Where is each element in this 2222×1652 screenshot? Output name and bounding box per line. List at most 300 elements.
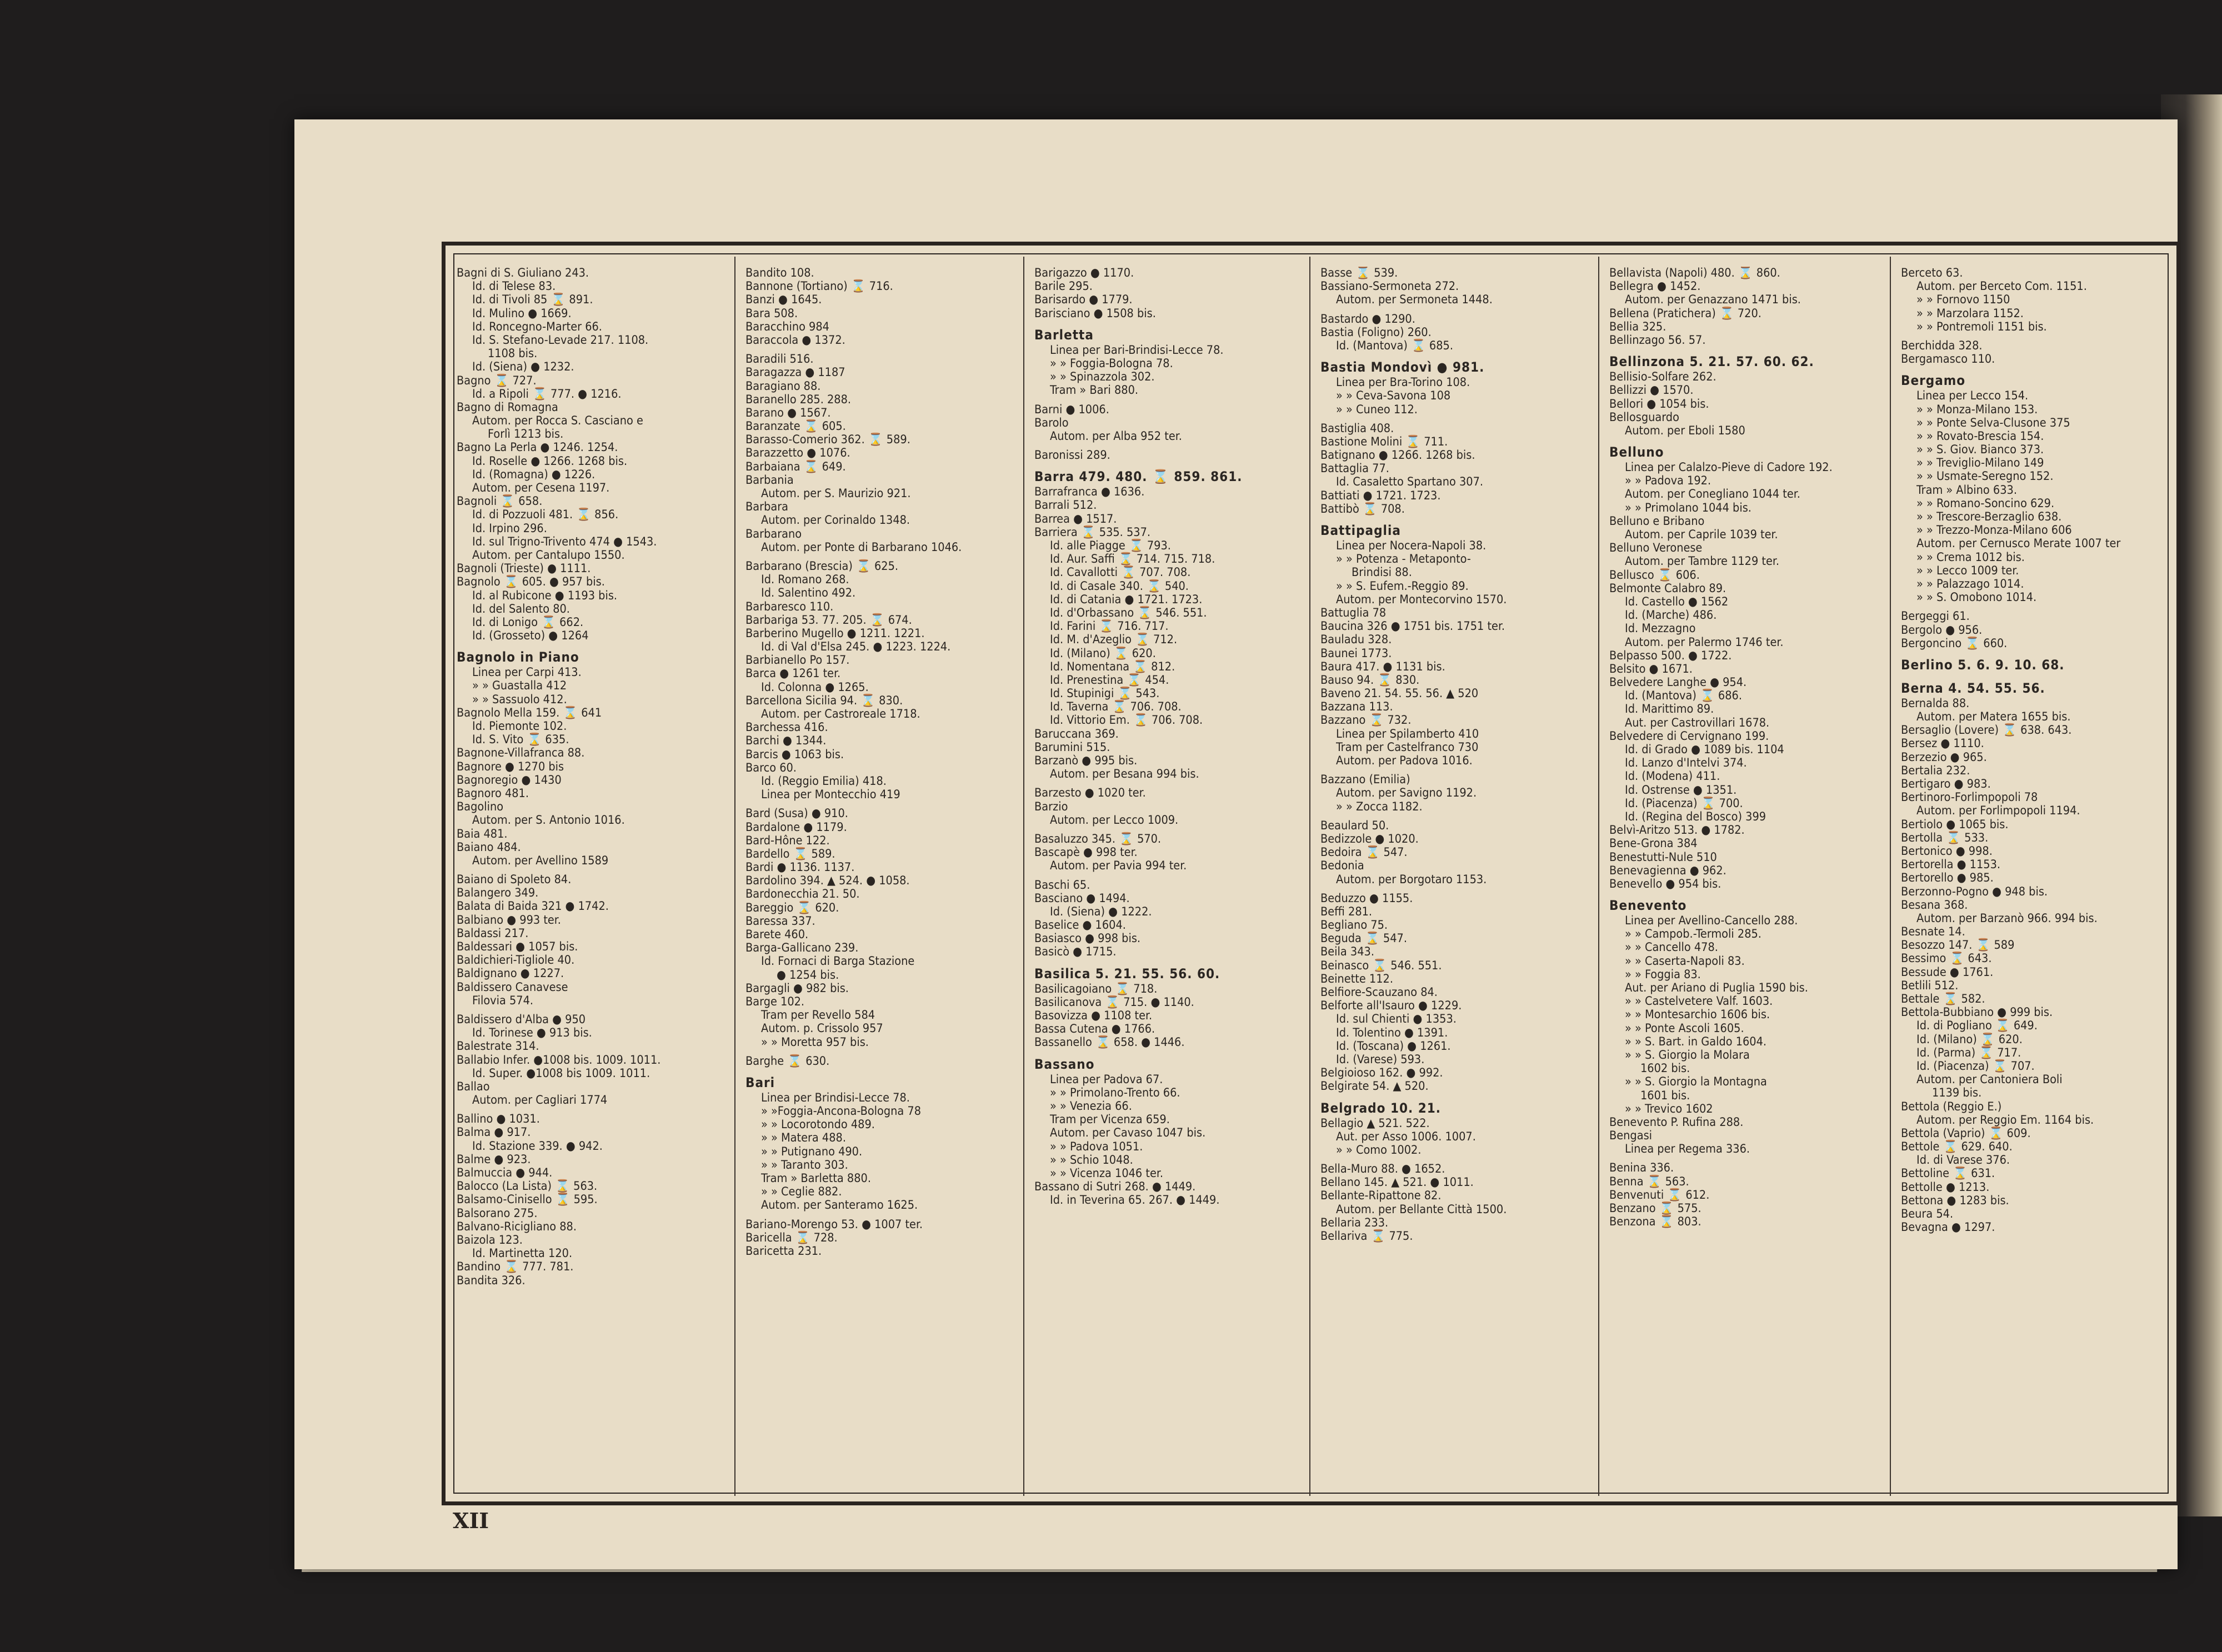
- index-entry: Id. Salentino 492.: [761, 586, 856, 600]
- index-entry: Bardalone ● 1179.: [745, 820, 847, 834]
- index-entry: Tram per Revello 584: [761, 1008, 875, 1023]
- index-entry: Bertorella ● 1153.: [1901, 858, 2001, 872]
- index-entry: Basilicagoiano ⌛ 718.: [1034, 982, 1158, 996]
- index-entry: Id. Stazione 339. ● 942.: [472, 1139, 603, 1153]
- index-entry: Tram per Vicenza 659.: [1050, 1113, 1170, 1127]
- index-entry: Baragazza ● 1187: [745, 366, 845, 380]
- index-entry: Autom. per Borgotaro 1153.: [1336, 872, 1487, 887]
- index-heading: Bastia Mondovì ● 981.: [1320, 359, 1485, 376]
- index-entry: » » Foggia 83.: [1625, 967, 1701, 982]
- index-entry: Basicò ● 1715.: [1034, 945, 1117, 959]
- index-entry: Belforte all'Isauro ● 1229.: [1320, 999, 1462, 1013]
- index-entry: Beinasco ⌛ 546. 551.: [1320, 958, 1442, 973]
- index-entry: Barzesto ● 1020 ter.: [1034, 786, 1146, 800]
- index-entry: » »Foggia-Ancona-Bologna 78: [761, 1104, 922, 1119]
- index-entry: Bella-Muro 88. ● 1652.: [1320, 1162, 1445, 1177]
- index-entry: Ballao: [457, 1079, 490, 1094]
- index-entry: Baraccola ● 1372.: [745, 333, 845, 347]
- index-entry: » » S. Eufem.-Reggio 89.: [1336, 579, 1469, 593]
- index-entry: Id. Fornaci di Barga Stazione: [761, 954, 915, 969]
- index-entry: Beinette 112.: [1320, 972, 1393, 986]
- index-entry: » » Crema 1012 bis.: [1916, 550, 2025, 564]
- index-entry: Autom. per Conegliano 1044 ter.: [1625, 487, 1800, 502]
- index-entry: Belluno e Bribano: [1609, 514, 1705, 528]
- index-entry: Battaglia 77.: [1320, 462, 1389, 476]
- index-entry: Benzona ⌛ 803.: [1609, 1215, 1701, 1229]
- index-entry: » » S. Bart. in Galdo 1604.: [1625, 1034, 1767, 1049]
- index-entry: Id. sul Trigno-Trivento 474 ● 1543.: [472, 534, 657, 549]
- index-entry: Belgirate 54. ▲ 520.: [1320, 1079, 1429, 1094]
- index-entry: Ballino ● 1031.: [457, 1112, 540, 1127]
- index-entry: Id. in Teverina 65. 267. ● 1449.: [1050, 1193, 1220, 1208]
- index-entry: Battibò ⌛ 708.: [1320, 502, 1405, 516]
- index-entry: Autom. per Pavia 994 ter.: [1050, 859, 1187, 873]
- index-entry: Bariano-Morengo 53. ● 1007 ter.: [745, 1217, 923, 1232]
- index-entry: Bassano di Sutri 268. ● 1449.: [1034, 1180, 1196, 1194]
- index-entry: Bagolino: [457, 800, 504, 814]
- index-entry: Autom. per Montecorvino 1570.: [1336, 592, 1507, 607]
- index-entry: Barisciano ● 1508 bis.: [1034, 306, 1156, 321]
- index-entry: Id. (Parma) ⌛ 717.: [1916, 1045, 2021, 1060]
- index-entry: Bellano 145. ▲ 521. ● 1011.: [1320, 1175, 1474, 1190]
- index-entry: Baldignano ● 1227.: [457, 967, 564, 981]
- index-entry: Id. di Lonigo ⌛ 662.: [472, 615, 584, 629]
- index-entry: » » Venezia 66.: [1050, 1099, 1132, 1113]
- index-entry: Bettola (Reggio E.): [1901, 1099, 2002, 1114]
- index-entry: Id. Romano 268.: [761, 573, 849, 587]
- index-entry: Barolo: [1034, 415, 1069, 430]
- index-entry: Bagnore ● 1270 bis: [457, 759, 564, 774]
- index-entry: Bertonico ● 998.: [1901, 844, 1993, 858]
- index-entry: Benevagienna ● 962.: [1609, 863, 1726, 878]
- index-entry: Autom. per Forlimpopoli 1194.: [1916, 804, 2080, 818]
- index-entry: Bettola-Bubbiano ● 999 bis.: [1901, 1005, 2053, 1020]
- index-entry: Bettolle ● 1213.: [1901, 1180, 1990, 1194]
- index-entry: Begliano 75.: [1320, 918, 1388, 933]
- index-column-1: [457, 267, 729, 1490]
- index-entry: Bellia 325.: [1609, 319, 1666, 334]
- index-entry: Barbariga 53. 77. 205. ⌛ 674.: [745, 613, 912, 627]
- index-entry: Bettole ⌛ 629. 640.: [1901, 1140, 2013, 1154]
- index-entry: Autom. per S. Antonio 1016.: [472, 813, 625, 828]
- index-entry: Autom. per Cernusco Merate 1007 ter: [1916, 537, 2121, 551]
- index-entry: » » Vicenza 1046 ter.: [1050, 1166, 1163, 1180]
- index-entry: » » Ponte Selva-Clusone 375: [1916, 415, 2070, 430]
- index-entry: Bareggio ⌛ 620.: [745, 900, 839, 915]
- index-entry: Bergamasco 110.: [1901, 352, 1995, 367]
- index-entry: Bellariva ⌛ 775.: [1320, 1229, 1413, 1243]
- index-entry: Barcis ● 1063 bis.: [745, 747, 844, 762]
- index-entry: Bardolino 394. ▲ 524. ● 1058.: [745, 874, 910, 888]
- index-entry: Autom. per Bellante Città 1500.: [1336, 1202, 1507, 1217]
- index-entry: Baradili 516.: [745, 352, 814, 367]
- index-entry: Baronissi 289.: [1034, 448, 1110, 463]
- index-entry: Bettale ⌛ 582.: [1901, 992, 1985, 1006]
- index-entry: Autom. per Genazzano 1471 bis.: [1625, 293, 1801, 307]
- index-entry: Bellaria 233.: [1320, 1215, 1389, 1230]
- index-entry: Id. (Varese) 593.: [1336, 1052, 1425, 1067]
- index-entry: Barbarano (Brescia) ⌛ 625.: [745, 559, 899, 573]
- index-entry: Id. Taverna ⌛ 706. 708.: [1050, 700, 1182, 714]
- index-entry: Autom. per Cavaso 1047 bis.: [1050, 1126, 1206, 1140]
- index-entry: Barcellona Sicilia 94. ⌛ 830.: [745, 693, 903, 708]
- index-entry: Autom. per Ponte di Barbarano 1046.: [761, 540, 962, 554]
- index-entry: Autom. p. Crissolo 957: [761, 1022, 883, 1036]
- index-entry: Id. di Pozzuoli 481. ⌛ 856.: [472, 508, 619, 522]
- index-heading: Berna 4. 54. 55. 56.: [1901, 680, 2045, 696]
- index-entry: Barriera ⌛ 535. 537.: [1034, 525, 1151, 539]
- index-entry: ● 1254 bis.: [777, 968, 839, 982]
- index-entry: Baldissero d'Alba ● 950: [457, 1012, 586, 1027]
- index-entry: Id. sul Chienti ● 1353.: [1336, 1012, 1457, 1027]
- index-entry: Bedonia: [1320, 859, 1364, 873]
- index-heading: Berlino 5. 6. 9. 10. 68.: [1901, 657, 2065, 673]
- index-heading: Battipaglia: [1320, 523, 1401, 538]
- index-entry: Id. Castello ● 1562: [1625, 594, 1729, 609]
- index-entry: » » Como 1002.: [1336, 1143, 1422, 1157]
- index-entry: Barbianello Po 157.: [745, 653, 850, 668]
- index-entry: Belfiore-Scauzano 84.: [1320, 985, 1438, 999]
- index-entry: Bardello ⌛ 589.: [745, 847, 835, 861]
- index-entry: Id. (Romagna) ● 1226.: [472, 467, 595, 482]
- index-column-2: [745, 267, 1018, 1490]
- index-entry: » » Primolano-Trento 66.: [1050, 1085, 1180, 1100]
- index-entry: Baracchino 984: [745, 319, 829, 334]
- index-entry: Basilicanova ⌛ 715. ● 1140.: [1034, 995, 1194, 1009]
- index-entry: Balsorano 275.: [457, 1206, 538, 1220]
- index-heading: Benevento: [1609, 898, 1687, 914]
- index-entry: Bardonecchia 21. 50.: [745, 887, 860, 902]
- index-entry: Belluno Veronese: [1609, 541, 1703, 555]
- index-entry: Bauso 94. ⌛ 830.: [1320, 673, 1420, 687]
- index-entry: Barbara: [745, 500, 789, 514]
- index-entry: Baldissero Canavese: [457, 980, 568, 994]
- index-entry: Bengasi: [1609, 1129, 1653, 1143]
- index-entry: Bersez ● 1110.: [1901, 737, 1984, 751]
- index-entry: Barca ● 1261 ter.: [745, 667, 841, 681]
- index-entry: Basaluzzo 345. ⌛ 570.: [1034, 832, 1162, 846]
- index-entry: Autom. per Rocca S. Casciano e: [472, 414, 643, 428]
- index-entry: Forlì 1213 bis.: [488, 427, 564, 442]
- index-entry: 1602 bis.: [1640, 1062, 1690, 1076]
- index-entry: Tram » Barletta 880.: [761, 1172, 871, 1185]
- index-entry: Bene-Grona 384: [1609, 837, 1698, 851]
- index-entry: Tram per Castelfranco 730: [1336, 740, 1479, 754]
- index-entry: Id. (Modena) 411.: [1625, 769, 1720, 784]
- index-entry: Barasso-Comerio 362. ⌛ 589.: [745, 433, 910, 447]
- index-entry: » » Potenza - Metaponto-: [1336, 552, 1471, 567]
- index-heading: Belluno: [1609, 444, 1664, 460]
- index-entry: Bertolla ⌛ 533.: [1901, 830, 1989, 845]
- index-entry: Autom. per Sermoneta 1448.: [1336, 293, 1493, 307]
- index-entry: » » Marzolara 1152.: [1916, 306, 2024, 321]
- index-entry: » » Moretta 957 bis.: [761, 1035, 869, 1049]
- index-entry: Bergoncino ⌛ 660.: [1901, 636, 2008, 650]
- index-entry: Tram » Albino 633.: [1916, 483, 2017, 497]
- index-entry: » » Locorotondo 489.: [761, 1118, 875, 1132]
- index-heading: Bassano: [1034, 1056, 1095, 1072]
- index-entry: Aut. per Castrovillari 1678.: [1625, 715, 1770, 730]
- index-entry: Id. Mulino ● 1669.: [472, 306, 572, 321]
- index-entry: Barge 102.: [745, 994, 805, 1009]
- index-entry: Baressa 337.: [745, 914, 815, 928]
- index-entry: Basovizza ● 1108 ter.: [1034, 1009, 1153, 1023]
- index-entry: Linea per Padova 67.: [1050, 1072, 1163, 1087]
- index-entry: Balestrate 314.: [457, 1039, 539, 1054]
- column-divider: [734, 257, 735, 1496]
- index-entry: » » Foggia-Bologna 78.: [1050, 356, 1173, 371]
- index-entry: Id. di Telese 83.: [472, 279, 556, 294]
- index-entry: Bastardo ● 1290.: [1320, 312, 1415, 326]
- index-entry: Linea per Nocera-Napoli 38.: [1336, 539, 1487, 553]
- index-entry: Bara 508.: [745, 306, 798, 321]
- index-entry: Baunei 1773.: [1320, 646, 1392, 660]
- index-entry: Bellegra ● 1452.: [1609, 279, 1701, 294]
- index-entry: Barazzetto ● 1076.: [745, 446, 850, 460]
- index-entry: Id. Roncegno-Marter 66.: [472, 319, 602, 334]
- index-entry: Balata di Baida 321 ● 1742.: [457, 899, 609, 914]
- index-entry: Id. (Piacenza) ⌛ 700.: [1625, 796, 1743, 810]
- index-entry: Beffi 281.: [1320, 904, 1373, 919]
- index-entry: Autom. per Corinaldo 1348.: [761, 513, 910, 528]
- index-entry: Belgioioso 162. ● 992.: [1320, 1066, 1443, 1080]
- index-entry: Bazzana 113.: [1320, 700, 1393, 714]
- index-entry: Id. (Mantova) ⌛ 685.: [1336, 338, 1453, 353]
- index-entry: Bessimo ⌛ 643.: [1901, 952, 1992, 966]
- index-entry: Banzi ● 1645.: [745, 293, 822, 307]
- index-entry: Balocco (La Lista) ⌛ 563.: [457, 1179, 598, 1194]
- index-entry: » » Taranto 303.: [761, 1158, 848, 1172]
- index-entry: Baselice ● 1604.: [1034, 918, 1126, 933]
- index-entry: Filovia 574.: [472, 993, 534, 1008]
- index-entry: Autom. per Besana 994 bis.: [1050, 767, 1199, 782]
- index-entry: Id. di Casale 340. ⌛ 540.: [1050, 579, 1189, 593]
- index-entry: Bettoline ⌛ 631.: [1901, 1167, 1995, 1181]
- index-entry: Bernalda 88.: [1901, 696, 1970, 710]
- index-entry: Bettola (Vaprio) ⌛ 609.: [1901, 1126, 2031, 1140]
- index-entry: Balma ● 917.: [457, 1125, 531, 1140]
- index-entry: Id. di Grado ● 1089 bis. 1104: [1625, 743, 1784, 757]
- index-entry: Id. Roselle ● 1266. 1268 bis.: [472, 454, 628, 468]
- index-entry: Bandino ⌛ 777. 781.: [457, 1260, 574, 1274]
- index-entry: Linea per Montecchio 419: [761, 788, 900, 802]
- index-entry: Linea per Bra-Torino 108.: [1336, 376, 1470, 390]
- index-entry: Autom. per Matera 1655 bis.: [1916, 710, 2071, 724]
- index-entry: Belvedere Langhe ● 954.: [1609, 675, 1747, 690]
- index-entry: Id. Lanzo d'Intelvi 374.: [1625, 756, 1747, 770]
- index-entry: Baranzate ⌛ 605.: [745, 419, 846, 434]
- index-entry: Id. d'Orbassano ⌛ 546. 551.: [1050, 605, 1207, 620]
- index-entry: Id. Mezzagno: [1625, 622, 1696, 636]
- index-entry: Benevento P. Rufina 288.: [1609, 1115, 1744, 1129]
- index-entry: Autom. per Palermo 1746 ter.: [1625, 635, 1784, 649]
- index-entry: » » S. Giorgio la Molara: [1625, 1048, 1750, 1062]
- index-entry: Beduzzo ● 1155.: [1320, 891, 1413, 905]
- index-entry: Basse ⌛ 539.: [1320, 267, 1398, 280]
- index-entry: Bergolo ● 956.: [1901, 623, 1983, 637]
- index-entry: » » Rovato-Brescia 154.: [1916, 429, 2044, 443]
- index-entry: Barzio: [1034, 799, 1068, 814]
- index-entry: Barga-Gallicano 239.: [745, 941, 859, 955]
- index-entry: Bellori ● 1054 bis.: [1609, 397, 1709, 411]
- index-entry: Barrea ● 1517.: [1034, 512, 1117, 526]
- index-entry: Benina 336.: [1609, 1161, 1674, 1175]
- index-entry: Baura 417. ● 1131 bis.: [1320, 659, 1445, 674]
- index-entry: Baranello 285. 288.: [745, 392, 852, 407]
- index-entry: Tram » Bari 880.: [1050, 383, 1139, 398]
- index-entry: » » Treviglio-Milano 149: [1916, 456, 2044, 470]
- index-entry: Baiano 484.: [457, 840, 521, 854]
- index-entry: Id. di Tivoli 85 ⌛ 891.: [472, 293, 593, 307]
- index-entry: Id. (Piacenza) ⌛ 707.: [1916, 1059, 2035, 1073]
- index-heading: Bellinzona 5. 21. 57. 60. 62.: [1609, 354, 1814, 370]
- index-entry: Bastia (Foligno) 260.: [1320, 325, 1432, 339]
- index-entry: » » Sassuolo 412.: [472, 692, 567, 707]
- index-entry: » » Cancello 478.: [1625, 940, 1718, 955]
- index-entry: Bagno ⌛ 727.: [457, 373, 537, 388]
- index-entry: Bessude ● 1761.: [1901, 965, 1994, 979]
- index-entry: Barghe ⌛ 630.: [745, 1054, 830, 1068]
- index-entry: 1601 bis.: [1640, 1088, 1690, 1103]
- index-entry: Balbiano ● 993 ter.: [457, 913, 561, 927]
- index-entry: Baveno 21. 54. 55. 56. ▲ 520: [1320, 687, 1479, 701]
- index-entry: Id. (Mantova) ⌛ 686.: [1625, 689, 1742, 703]
- index-heading: Basilica 5. 21. 55. 56. 60.: [1034, 965, 1220, 982]
- index-entry: Id. S. Vito ⌛ 635.: [472, 733, 569, 747]
- index-entry: » » Pontremoli 1151 bis.: [1916, 319, 2047, 334]
- index-heading: Belgrado 10. 21.: [1320, 1100, 1441, 1116]
- index-entry: Barbarano: [745, 527, 802, 541]
- index-entry: Bedoira ⌛ 547.: [1320, 845, 1408, 860]
- index-entry: » » Trevico 1602: [1625, 1102, 1713, 1116]
- index-entry: Bellisio-Solfare 262.: [1609, 370, 1716, 384]
- index-entry: » » Zocca 1182.: [1336, 799, 1423, 814]
- index-entry: Belsito ● 1671.: [1609, 662, 1693, 676]
- index-entry: Linea per Calalzo-Pieve di Cadore 192.: [1625, 460, 1833, 475]
- index-entry: Bersaglio (Lovere) ⌛ 638. 643.: [1901, 723, 2072, 738]
- index-entry: Bard (Susa) ● 910.: [745, 807, 848, 821]
- index-entry: Aut. per Ariano di Puglia 1590 bis.: [1625, 981, 1808, 995]
- index-entry: Bellavista (Napoli) 480. ⌛ 860.: [1609, 267, 1780, 280]
- index-entry: Bagnolo ⌛ 605. ● 957 bis.: [457, 575, 605, 589]
- index-entry: Bertigaro ● 983.: [1901, 777, 1991, 791]
- index-column-4: [1320, 267, 1593, 1490]
- index-entry: Barchessa 416.: [745, 720, 828, 735]
- index-entry: Id. Colonna ● 1265.: [761, 680, 869, 694]
- index-entry: Bevagna ● 1297.: [1901, 1220, 1995, 1235]
- index-entry: Baizola 123.: [457, 1233, 523, 1247]
- index-entry: Bertinoro-Forlimpopoli 78: [1901, 790, 2038, 805]
- index-entry: Betlili 512.: [1901, 978, 1959, 993]
- index-entry: » » Putignano 490.: [761, 1144, 863, 1159]
- index-column-3: [1034, 267, 1307, 1490]
- column-divider: [1598, 257, 1599, 1496]
- index-entry: » » Guastalla 412: [472, 679, 567, 693]
- index-entry: Baschi 65.: [1034, 878, 1090, 892]
- index-entry: Id. Piemonte 102.: [472, 719, 567, 733]
- index-entry: » » Palazzago 1014.: [1916, 577, 2024, 591]
- index-heading: Barra 479. 480. ⌛ 859. 861.: [1034, 469, 1243, 485]
- index-entry: » » Castelvetere Valf. 1603.: [1625, 994, 1773, 1009]
- index-entry: Barile 295.: [1034, 279, 1093, 294]
- index-entry: Linea per Lecco 154.: [1916, 389, 2029, 403]
- index-entry: Autom. per Caprile 1039 ter.: [1625, 528, 1778, 542]
- index-entry: Id. di Catania ● 1721. 1723.: [1050, 592, 1203, 607]
- index-entry: Basiasco ● 998 bis.: [1034, 932, 1141, 946]
- index-entry: Baldassi 217.: [457, 926, 529, 940]
- index-entry: Barbaiana ⌛ 649.: [745, 459, 846, 474]
- index-entry: Beaulard 50.: [1320, 818, 1389, 833]
- index-entry: Autom. per Lecco 1009.: [1050, 813, 1179, 827]
- index-entry: Barco 60.: [745, 760, 797, 775]
- index-entry: » » Ceva-Savona 108: [1336, 389, 1451, 403]
- index-entry: Autom. per Cantalupo 1550.: [472, 548, 625, 562]
- index-entry: Id. al Rubicone ● 1193 bis.: [472, 588, 618, 603]
- index-entry: Autom. per Eboli 1580: [1625, 423, 1745, 438]
- index-entry: Id. a Ripoli ⌛ 777. ● 1216.: [472, 387, 622, 401]
- index-entry: Barbaresco 110.: [745, 599, 834, 614]
- index-entry: Balangero 349.: [457, 886, 539, 900]
- index-entry: Baricetta 231.: [745, 1244, 822, 1258]
- index-entry: Barni ● 1006.: [1034, 402, 1109, 417]
- index-entry: Id. (Milano) ⌛ 620.: [1050, 646, 1156, 660]
- index-entry: Baruccana 369.: [1034, 727, 1119, 741]
- index-entry: Id. (Grosseto) ● 1264: [472, 629, 589, 643]
- index-entry: Balmuccia ● 944.: [457, 1166, 553, 1180]
- index-entry: » » Padova 1051.: [1050, 1139, 1143, 1154]
- index-entry: » » Lecco 1009 ter.: [1916, 563, 2019, 578]
- index-entry: Bargagli ● 982 bis.: [745, 981, 849, 995]
- index-entry: Barrali 512.: [1034, 498, 1097, 513]
- index-entry: Bagno La Perla ● 1246. 1254.: [457, 440, 618, 455]
- index-entry: Autom. per Cantoniera Boli: [1916, 1073, 2063, 1087]
- index-entry: Id. (Siena) ● 1222.: [1050, 904, 1152, 919]
- index-entry: Bagnoli ⌛ 658.: [457, 494, 543, 509]
- index-entry: Bandita 326.: [457, 1273, 526, 1288]
- index-entry: » » S. Omobono 1014.: [1916, 590, 2037, 605]
- index-entry: Baricella ⌛ 728.: [745, 1230, 838, 1245]
- index-entry: Beila 343.: [1320, 945, 1374, 959]
- index-heading: Bagnolo in Piano: [457, 649, 579, 665]
- index-entry: » » Fornovo 1150: [1916, 293, 2010, 307]
- index-entry: Id. Martinetta 120.: [472, 1246, 573, 1261]
- index-entry: Baucina 326 ● 1751 bis. 1751 ter.: [1320, 619, 1505, 634]
- index-entry: 1139 bis.: [1932, 1086, 1982, 1100]
- index-entry: Linea per Spilamberto 410: [1336, 727, 1479, 741]
- index-entry: Berzonno-Pogno ● 948 bis.: [1901, 884, 2048, 899]
- index-entry: Id. (Reggio Emilia) 418.: [761, 774, 887, 788]
- index-entry: Bellagio ▲ 521. 522.: [1320, 1116, 1430, 1130]
- index-entry: Bassanello ⌛ 658. ● 1446.: [1034, 1035, 1185, 1050]
- index-entry: Baragiano 88.: [745, 379, 821, 393]
- index-entry: Balme ● 923.: [457, 1152, 531, 1167]
- index-entry: Bauladu 328.: [1320, 633, 1392, 647]
- index-heading: Barletta: [1034, 327, 1094, 343]
- index-entry: Autom. per Savigno 1192.: [1336, 786, 1477, 800]
- index-entry: Id. (Milano) ⌛ 620.: [1916, 1032, 2023, 1047]
- index-entry: Bertorello ● 985.: [1901, 871, 1994, 885]
- index-entry: Autom. per Tambre 1129 ter.: [1625, 554, 1780, 569]
- index-entry: Linea per Brindisi-Lecce 78.: [761, 1090, 910, 1105]
- index-entry: Besozzo 147. ⌛ 589: [1901, 938, 2015, 953]
- index-entry: Id. S. Stefano-Levade 217. 1108.: [472, 333, 649, 347]
- index-entry: Bertiolo ● 1065 bis.: [1901, 817, 2009, 832]
- index-entry: Id. del Salento 80.: [472, 602, 570, 616]
- index-entry: Bardi ● 1136. 1137.: [745, 860, 855, 875]
- index-entry: » » Ceglie 882.: [761, 1185, 842, 1199]
- index-entry: Barbania: [745, 473, 794, 487]
- index-entry: Bellante-Ripattone 82.: [1320, 1189, 1442, 1203]
